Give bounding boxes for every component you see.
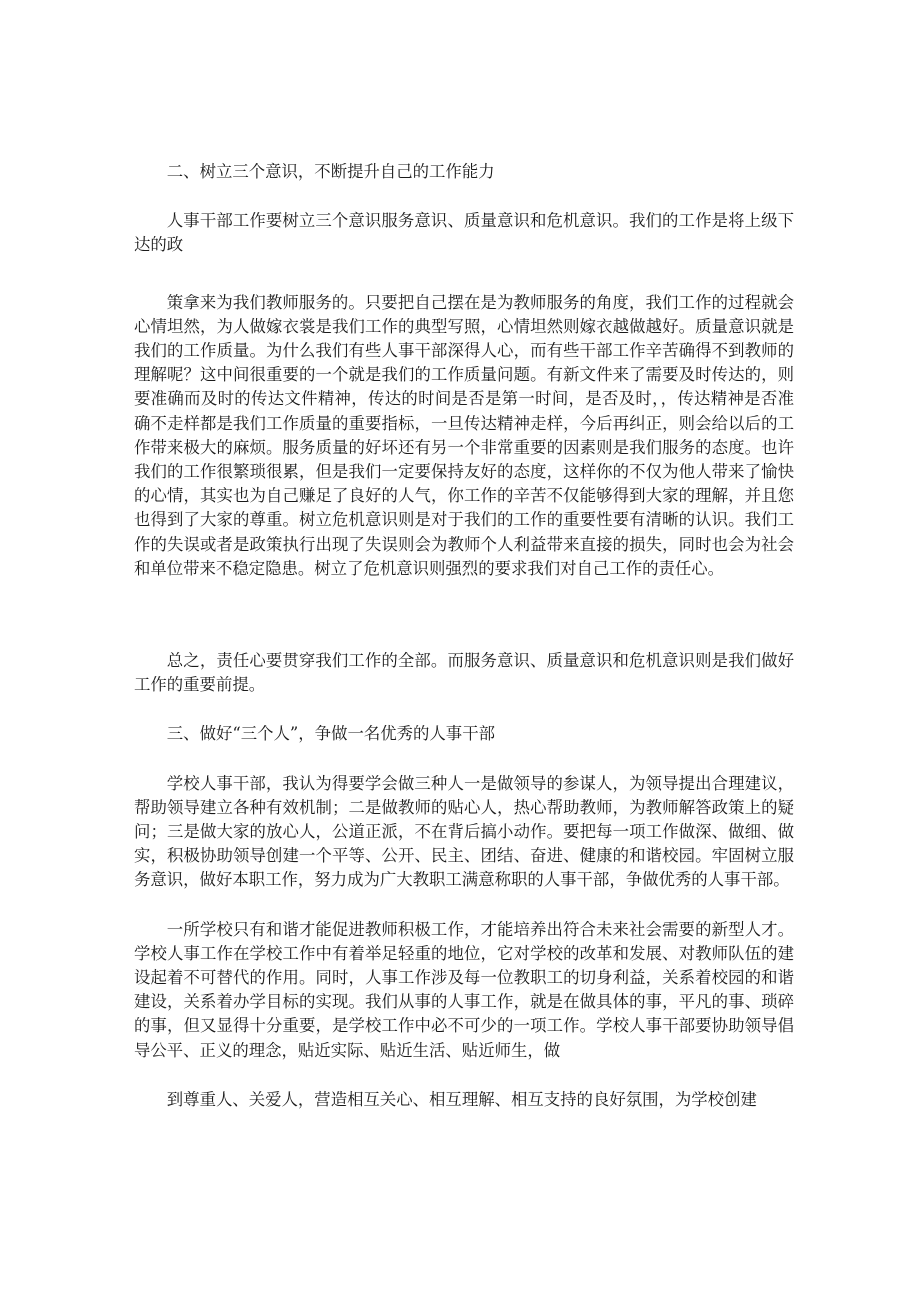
paragraph-intro: 人事干部工作要树立三个意识服务意识、质量意识和危机意识。我们的工作是将上级下达的政	[134, 211, 794, 255]
paragraph-harmonious-school: 一所学校只有和谐才能促进教师积极工作，才能培养出符合未来社会需要的新型人才。学校人事工作在学校工作中有着举足轻重的地位，它对学校的改革和发展、对教师队伍的建设起着不可替代的作用。同时，人事工作涉及每一位教职工的切身利益，关系着校园的和谐建设，关系着办学目标的实现。我们从事的人事工作，就是在做具体的事，平凡的事、琐碎的事，但又显得十分重要，是学校工作中必不可少的一项工作。学校人事干部要协助领导倡导公平、正义的理念，贴近实际、贴近生活、贴近师生，做	[134, 919, 794, 1060]
paragraph-respect-care: 到尊重人、关爱人，营造相互关心、相互理解、相互支持的良好氛围，为学校创建	[166, 1089, 757, 1109]
paragraph-summary: 总之，责任心要贯穿我们工作的全部。而服务意识、质量意识和危机意识则是我们做好工作的重要前提。	[134, 651, 794, 695]
paragraph-three-roles: 学校人事干部，我认为得要学会做三种人一是做领导的参谋人，为领导提出合理建议，帮助领导建立各种有效机制；二是做教师的贴心人，热心帮助教师，为教师解答政策上的疑问；三是做大家的放心人，公道正派，不在背后搞小动作。要把每一项工作做深、做细、做实，积极协助领导创建一个平等、公开、民主、团结、奋进、健康的和谐校园。牢固树立服务意识，做好本职工作，努力成为广大教职工满意称职的人事干部，争做优秀的人事干部。	[134, 773, 794, 890]
section-heading-three: 三、做好“三个人”，争做一名优秀的人事干部	[166, 724, 495, 744]
document-body	[134, 160, 794, 1112]
section-heading-two: 二、树立三个意识，不断提升自己的工作能力	[166, 162, 495, 181]
paragraph-three-awareness: 策拿来为我们教师服务的。只要把自己摆在是为教师服务的角度，我们工作的过程就会心情坦然，为人做嫁衣裳是我们工作的典型写照，心情坦然则嫁衣越做越好。质量意识就是我们的工作质量。为什么我们有些人事干部深得人心，而有些干部工作辛苦确得不到教师的理解呢？这中间很重要的一个就是我们的工作质量问题。有新文件来了需要及时传达的，则要准确而及时的传达文件精神，传达的时间是否是第一时间，是否及时，，传达精神是否准确不走样都是我们工作质量的重要指标，一旦传达精神走样，今后再纠正，则会给以后的工作带来极大的麻烦。服务质量的好坏还有另一个非常重要的因素则是我们服务的态度。也许我们的工作很繁琐很累，但是我们一定要保持友好的态度，这样你的不仅为他人带来了愉快的心情，其实也为自己赚足了良好的人气，你工作的辛苦不仅能够得到大家的理解，并且您也得到了大家的尊重。树立危机意识则是对于我们的工作的重要性要有清晰的认识。我们工作的失误或者是政策执行出现了失误则会为教师个人利益带来直接的损失，同时也会为社会和单位带来不稳定隐患。树立了危机意识则强烈的要求我们对自己工作的责任心。	[134, 292, 794, 578]
